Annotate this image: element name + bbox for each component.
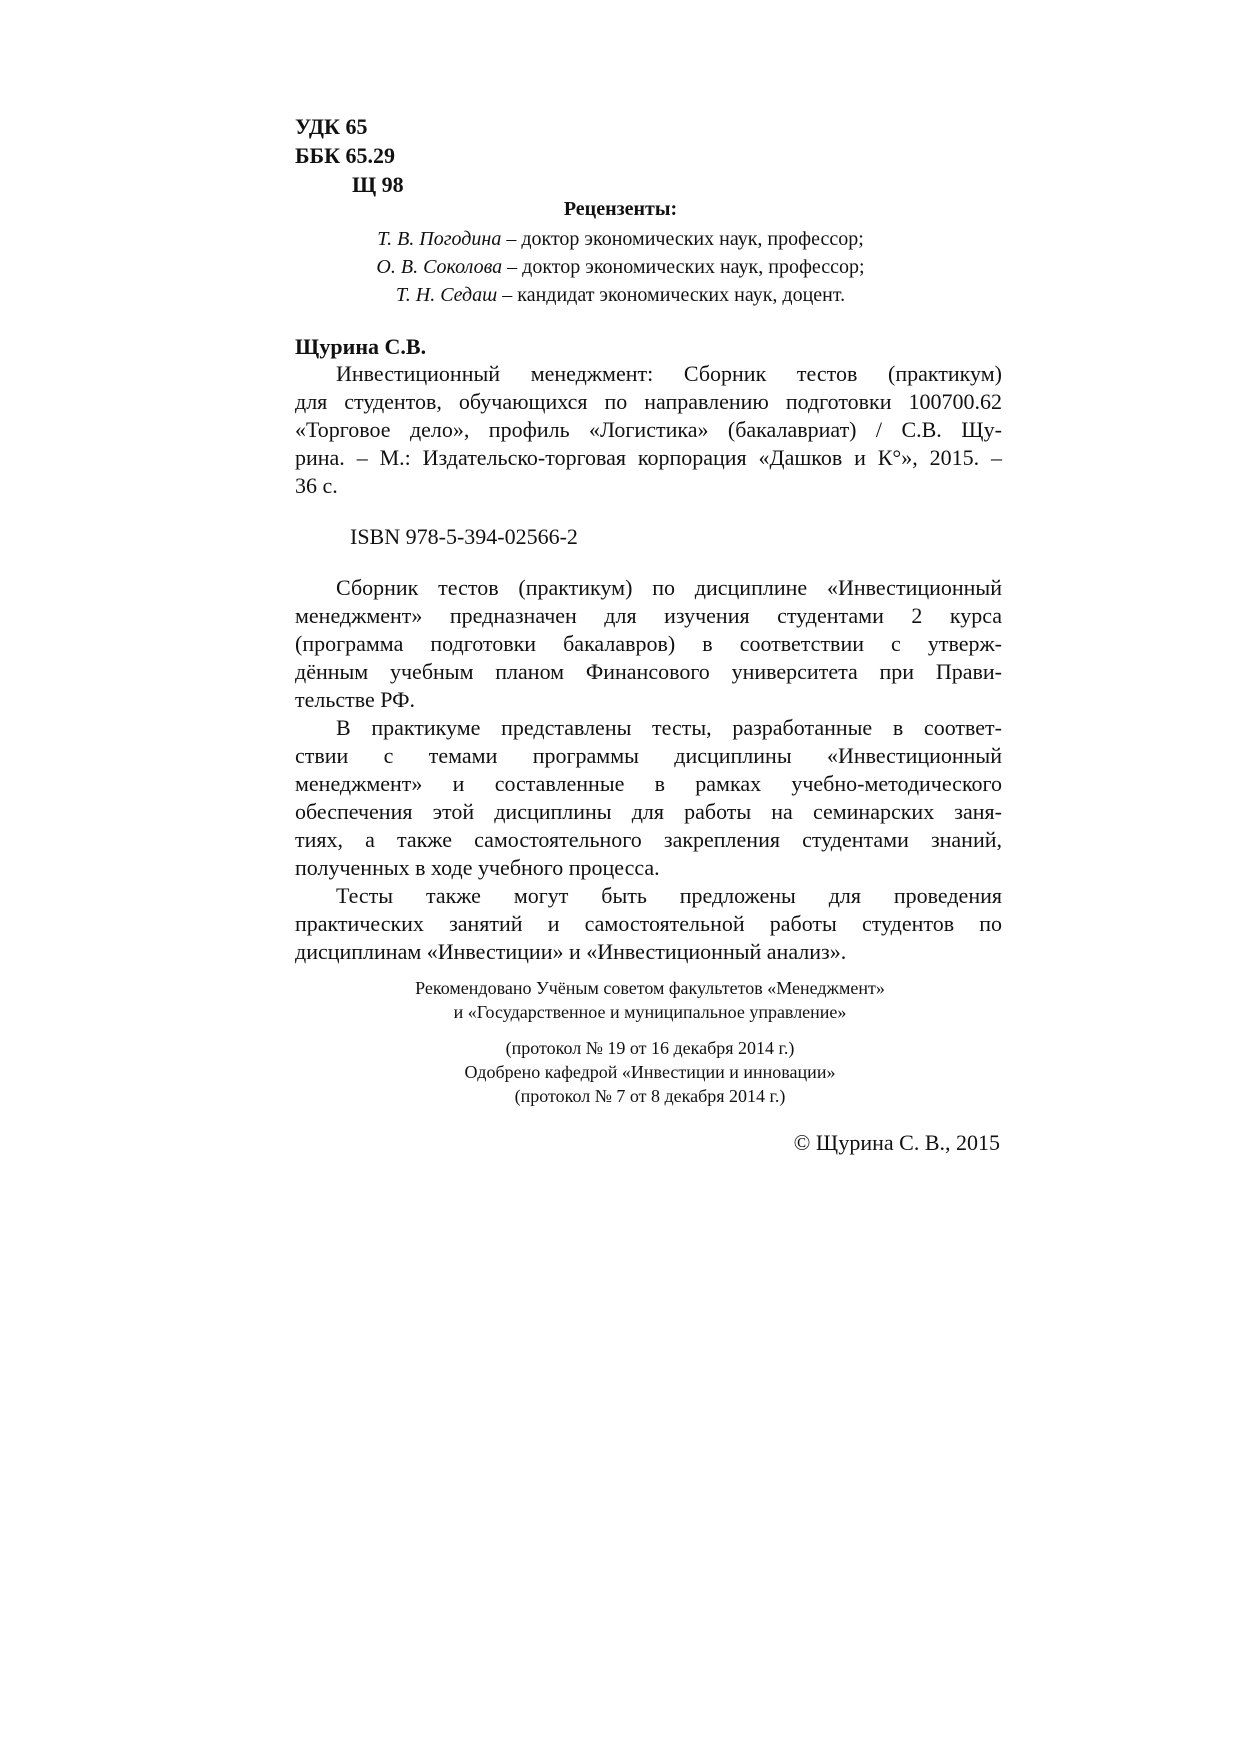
reviewers-title: Рецензенты: <box>563 198 678 220</box>
reviewer-3-name: Т. Н. Седаш <box>395 284 498 306</box>
bib-line-5: 36 с. <box>295 473 338 498</box>
abstract-p2-line-4: обеспечения этой дисциплины для работы на семинарских заня- <box>295 799 1002 824</box>
abstract-p1-line-1: Сборник тестов (практикум) по дисциплине «Инвестиционный <box>336 575 1002 600</box>
approval-line-3: (протокол № 19 от 16 декабря 2014 г.) <box>505 1038 795 1058</box>
reviewer-3-desc: – кандидат экономических наук, доцент. <box>497 284 846 306</box>
approval-line-4: Одобрено кафедрой «Инвестиции и инновации» <box>464 1062 836 1082</box>
abstract-p2-line-5: тиях, а также самостоятельного закрепления студентами знаний, <box>295 827 1002 852</box>
reviewer-2-name: О. В. Соколова <box>376 256 503 278</box>
udk-code: УДК 65 <box>295 114 368 139</box>
reviewer-2 <box>0 253 1241 281</box>
bib-line-1: Инвестиционный менеджмент: Сборник тестов (практикум) <box>336 361 1002 386</box>
approval-line-5: (протокол № 7 от 8 декабря 2014 г.) <box>514 1086 786 1106</box>
abstract-p3-line-2: практических занятий и самостоятельной работы студентов по <box>295 911 1002 936</box>
abstract-p2-line-3: менеджмент» и составленные в рамках учебно-методического <box>295 771 1002 796</box>
abstract-p1-line-2: менеджмент» предназначен для изучения студентами 2 курса <box>295 603 1002 628</box>
approval-line-1: Рекомендовано Учёным советом факультетов «Менеджмент» <box>415 978 885 998</box>
abstract-p2-line-1: В практикуме представлены тесты, разработанные в соответ- <box>336 715 1002 740</box>
abstract-p3-line-1: Тесты также могут быть предложены для проведения <box>336 883 1002 908</box>
bib-line-3: «Торговое дело», профиль «Логистика» (бакалавриат) / С.В. Щу- <box>295 417 1002 442</box>
abstract-p1-line-5: тельстве РФ. <box>295 687 416 712</box>
abstract-p1-line-3: (программа подготовки бакалавров) в соответствии с утверж- <box>295 631 1002 656</box>
abstract-p1-line-4: дённым учебным планом Финансового университета при Прави- <box>295 659 1002 684</box>
abstract-p2-line-2: ствии с темами программы дисциплины «Инвестиционный <box>295 743 1002 768</box>
reviewer-3 <box>0 281 1241 309</box>
abstract-p2-line-6: полученных в ходе учебного процесса. <box>295 855 660 880</box>
author-mark: Щ 98 <box>352 172 404 197</box>
reviewer-1-desc: – доктор экономических наук, профессор; <box>501 228 864 250</box>
reviewer-2-desc: – доктор экономических наук, профессор; <box>502 256 865 278</box>
reviewer-1 <box>0 225 1241 253</box>
bib-line-2: для студентов, обучающихся по направлению подготовки 100700.62 <box>295 389 1002 414</box>
bib-line-4: рина. – М.: Издательско-торговая корпорация «Дашков и К°», 2015. – <box>295 445 1002 470</box>
reviewer-1-name: Т. В. Погодина <box>377 228 502 250</box>
isbn: ISBN 978-5-394-02566-2 <box>350 524 578 549</box>
abstract-p3-line-3: дисциплинам «Инвестиции» и «Инвестиционный анализ». <box>295 939 847 964</box>
copyright: © Щурина С. В., 2015 <box>793 1130 1000 1155</box>
approval-line-2: и «Государственное и муниципальное управление» <box>453 1002 847 1022</box>
bbk-code: ББК 65.29 <box>295 143 396 168</box>
book-author: Щурина С.В. <box>295 334 427 359</box>
